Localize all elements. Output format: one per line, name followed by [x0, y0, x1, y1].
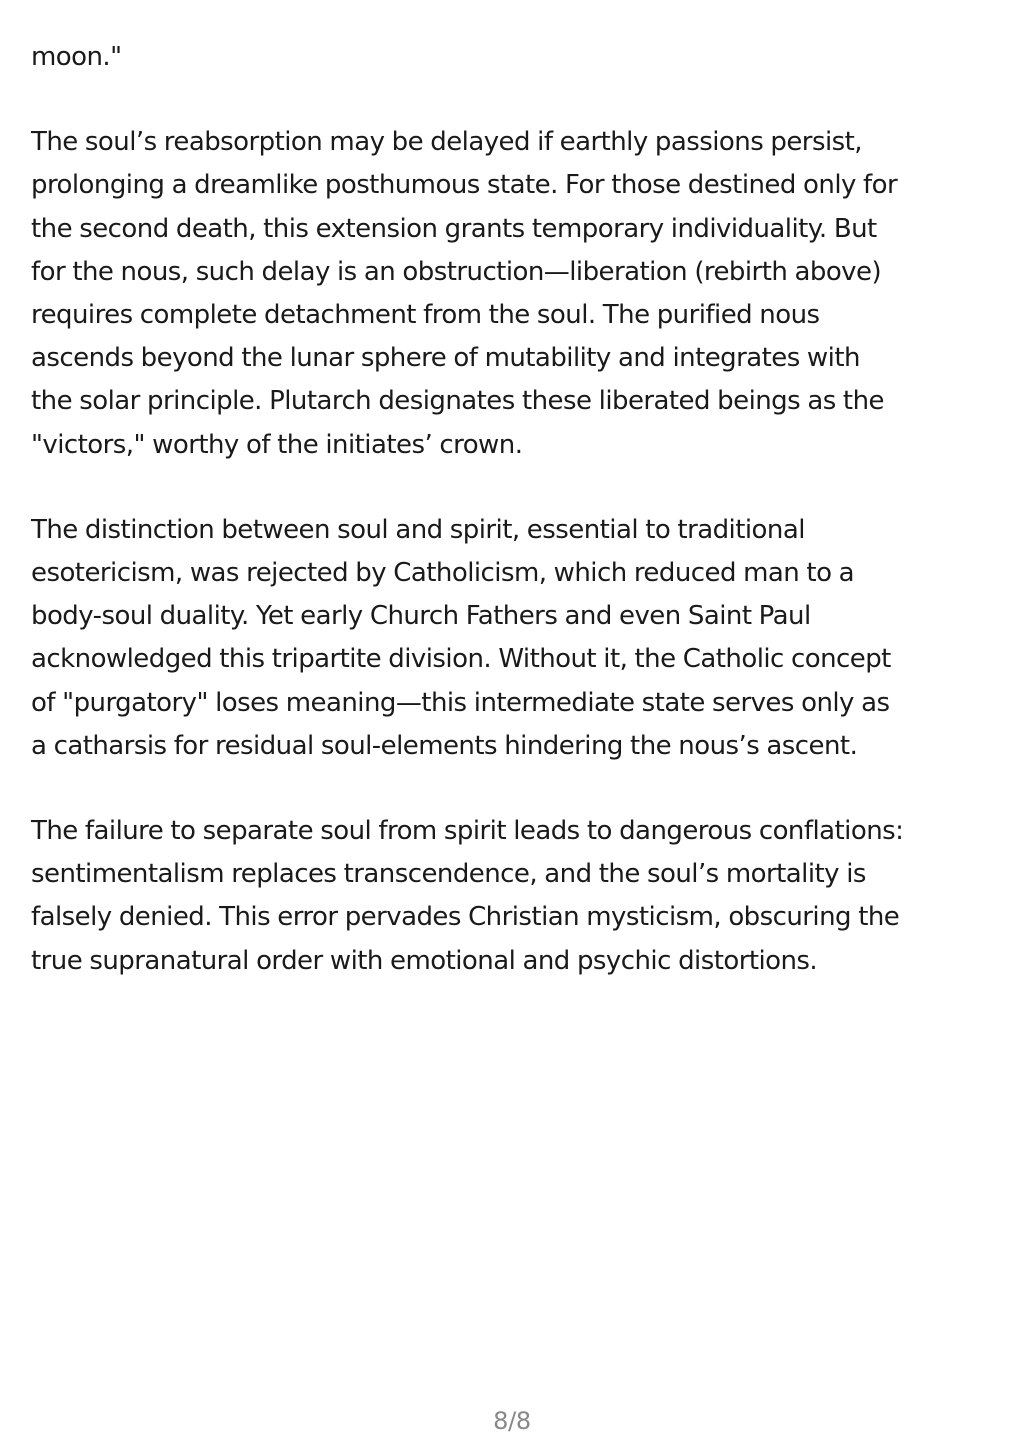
text-line: of "purgatory" loses meaning—this intermediate state serves only as: [31, 687, 890, 718]
text-line: acknowledged this tripartite division. Without it, the Catholic concept: [31, 644, 891, 675]
paragraph-3: [31, 509, 993, 768]
text-line: for the nous, such delay is an obstruction—liberation (rebirth above): [31, 256, 882, 287]
paragraph-4: [31, 810, 993, 983]
text-line: The soul’s reabsorption may be delayed if earthly passions persist,: [31, 127, 862, 158]
text-line: the solar principle. Plutarch designates these liberated beings as the: [31, 386, 884, 417]
paragraph-1: [31, 36, 993, 79]
text-line: falsely denied. This error pervades Christian mysticism, obscuring the: [31, 902, 900, 933]
paragraph-2: [31, 121, 993, 467]
text-line: The distinction between soul and spirit, essential to traditional: [31, 514, 805, 545]
text-line: the second death, this extension grants temporary individuality. But: [31, 213, 877, 244]
text-line: ascends beyond the lunar sphere of mutability and integrates with: [31, 343, 860, 374]
text-line: sentimentalism replaces transcendence, and the soul’s mortality is: [31, 859, 866, 890]
text-line: body-soul duality. Yet early Church Fathers and even Saint Paul: [31, 601, 811, 632]
text-line: true supranatural order with emotional and psychic distortions.: [31, 945, 818, 976]
text-line: esotericism, was rejected by Catholicism, which reduced man to a: [31, 558, 855, 589]
text-line: "victors," worthy of the initiates’ crown.: [31, 429, 523, 460]
document-page: [31, 36, 993, 983]
text-line: The failure to separate soul from spirit leads to dangerous conflations:: [31, 816, 904, 847]
page-indicator: 8/8: [493, 1407, 531, 1435]
text-line: moon.": [31, 42, 122, 72]
text-line: a catharsis for residual soul-elements hindering the nous’s ascent.: [31, 730, 858, 761]
text-line: requires complete detachment from the soul. The purified nous: [31, 300, 820, 331]
text-line: prolonging a dreamlike posthumous state. For those destined only for: [31, 170, 898, 201]
